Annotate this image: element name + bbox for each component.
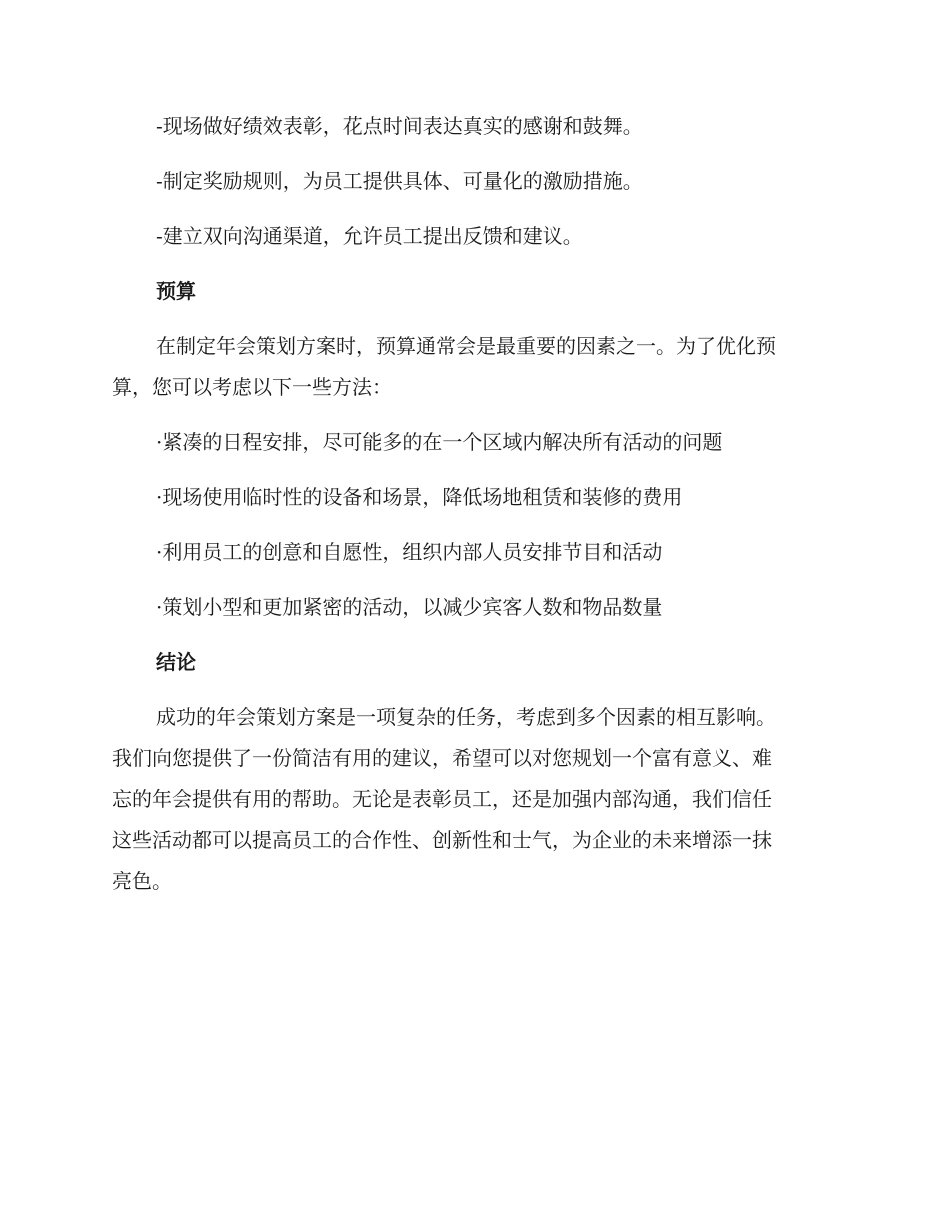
- document-content: [112, 106, 832, 916]
- section-heading-conclusion: 结论: [156, 650, 196, 674]
- bullet-list-item: ·利用员工的创意和自愿性，组织内部人员安排节目和活动: [156, 540, 663, 564]
- bullet-list-item: ·策划小型和更加紧密的活动，以减少宾客人数和物品数量: [156, 595, 663, 619]
- bullet-list-item: ·紧凑的日程安排，尽可能多的在一个区域内解决所有活动的问题: [156, 430, 723, 454]
- bullet-list: [112, 422, 832, 628]
- conclusion-paragraph: [112, 697, 832, 902]
- paragraph-line: 算，您可以考虑以下一些方法：: [112, 375, 392, 399]
- paragraph-line: 忘的年会提供有用的帮助。无论是表彰员工，还是加强内部沟通，我们信任: [112, 787, 772, 811]
- bullet-list-item: ·现场使用临时性的设备和场景，降低场地租赁和装修的费用: [156, 485, 683, 509]
- budget-intro-paragraph: [112, 326, 832, 408]
- dash-list-item: -现场做好绩效表彰，花点时间表达真实的感谢和鼓舞。: [156, 114, 643, 138]
- paragraph-line: 这些活动都可以提高员工的合作性、创新性和士气，为企业的未来增添一抹: [112, 828, 772, 852]
- paragraph-line: 在制定年会策划方案时，预算通常会是最重要的因素之一。为了优化预: [156, 334, 776, 358]
- dash-list: [112, 106, 832, 257]
- section-heading-budget: 预算: [156, 279, 196, 303]
- paragraph-line: 成功的年会策划方案是一项复杂的任务，考虑到多个因素的相互影响。: [156, 705, 776, 729]
- dash-list-item: -建立双向沟通渠道，允许员工提出反馈和建议。: [156, 224, 583, 248]
- paragraph-line: 亮色。: [112, 869, 172, 893]
- paragraph-line: 我们向您提供了一份简洁有用的建议，希望可以对您规划一个富有意义、难: [112, 746, 772, 770]
- dash-list-item: -制定奖励规则，为员工提供具体、可量化的激励措施。: [156, 169, 643, 193]
